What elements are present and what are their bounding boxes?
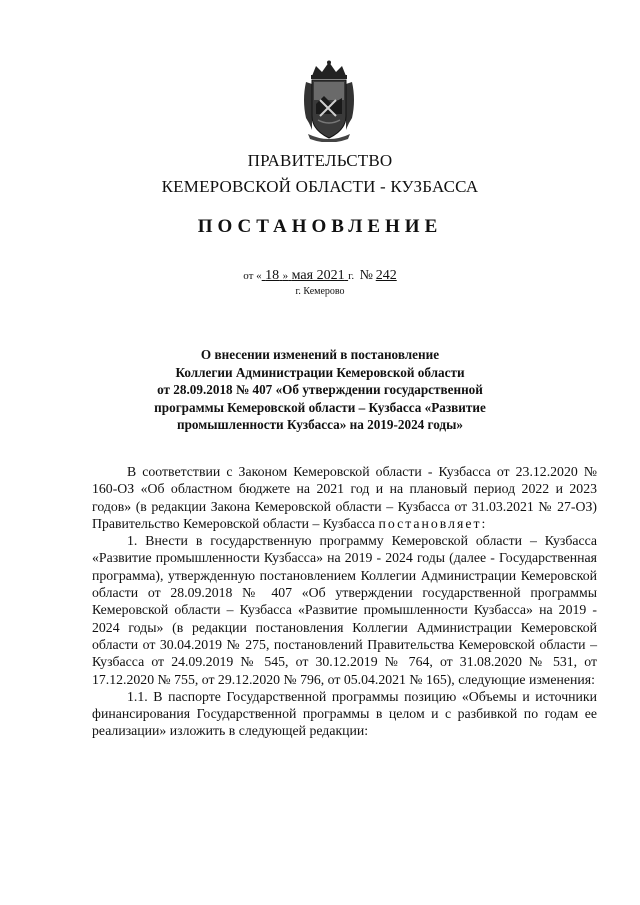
- date-year-suffix: г.: [348, 270, 355, 282]
- document-type-heading: ПОСТАНОВЛЕНИЕ: [197, 216, 443, 237]
- date-mid: »: [282, 270, 289, 282]
- government-line-1: ПРАВИТЕЛЬСТВО: [247, 151, 393, 170]
- date-line: [0, 268, 640, 284]
- document-body: [92, 463, 597, 740]
- government-line-2: КЕМЕРОВСКОЙ ОБЛАСТИ - КУЗБАССА: [161, 177, 479, 196]
- title-line: от 28.09.2018 № 407 «Об утверждении государственной: [157, 382, 483, 397]
- decree-title: [110, 346, 530, 434]
- paragraph-preamble: [92, 463, 597, 532]
- title-line: Коллегии Администрации Кемеровской области: [175, 364, 465, 380]
- title-line: О внесении изменений в постановление: [200, 347, 440, 362]
- title-line: промышленности Кузбасса» на 2019-2024 годы»: [177, 417, 463, 432]
- resolves-word: постановляет:: [378, 515, 488, 531]
- coat-of-arms-icon: [302, 60, 356, 142]
- city-label: г. Кемерово: [295, 286, 345, 297]
- paragraph-item-1-1: 1.1. В паспорте Государственной программы позицию «Объемы и источники финансирования Государственной программы в целом и с разбивкой по годам ее реализации» изложить в следующей редакции:: [92, 688, 597, 739]
- number-prefix: №: [359, 268, 373, 283]
- date-month-year: мая 2021: [291, 268, 345, 283]
- date-prefix: от «: [243, 270, 262, 282]
- paragraph-item-1: 1. Внести в государственную программу Кемеровской области – Кузбасса «Развитие промышленности Кузбасса» на 2019 - 2024 годы (далее - Государственная программа), утвержденную постановлением Коллегии Администрации Кемеровской области от 28.09.2018 № 407 «Об утверждении государственной программы Кемеровской области – Кузбасса «Развитие промышленности Кузбасса» на 2019 - 2024 годы» (в редакции постановления Коллегии Администрации Кемеровской области от 30.04.2019 № 275, постановлений Правительства Кемеровской области – Кузбасса от 24.09.2019 № 545, от 30.12.2019 № 764, от 31.08.2020 № 531, от 17.12.2020 № 755, от 29.12.2020 № 796, от 05.04.2021 № 165), следующие изменения:: [92, 533, 597, 687]
- decree-number: 242: [375, 268, 397, 283]
- date-day: 18: [265, 268, 280, 283]
- title-line: программы Кемеровской области – Кузбасса «Развитие: [154, 399, 486, 415]
- preamble-text: В соответствии с Законом Кемеровской области - Кузбасса от 23.12.2020 № 160-ОЗ «Об областном бюджете на 2021 год и на плановый период 2022 и 2023 годов» (в редакции Закона Кемеровской области – Кузбасса от 31.03.2021 № 27-ОЗ) Правительство Кемеровской области – Кузбасса: [92, 464, 597, 531]
